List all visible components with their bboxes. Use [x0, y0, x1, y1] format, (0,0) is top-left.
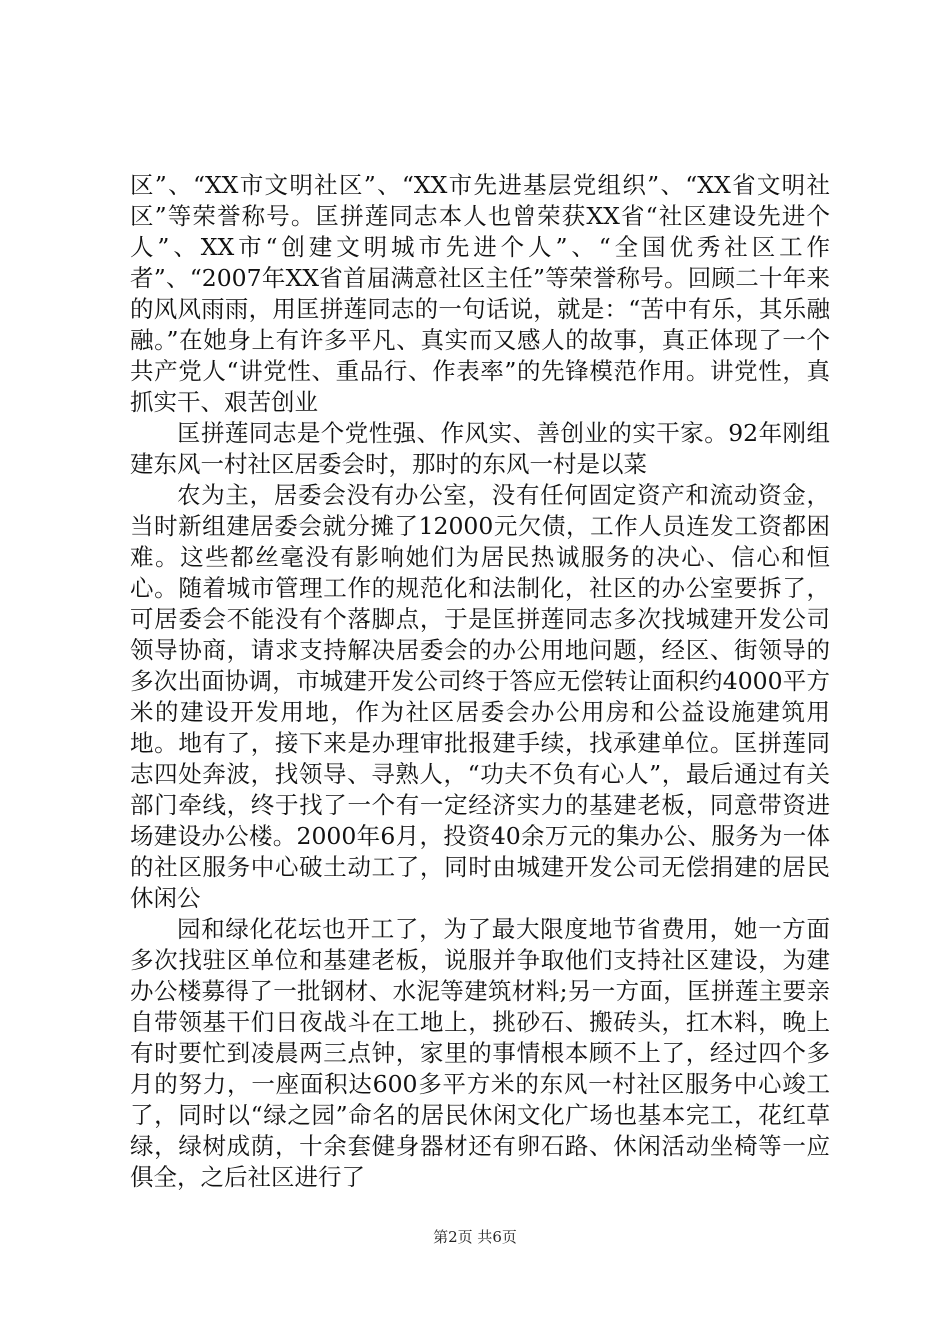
paragraph-continued: 区”、“XX市文明社区”、“XX市先进基层党组织”、“XX省文明社区”等荣誉称号。匡拼莲同志本人也曾荣获XX省“社区建设先进个人”、XX市“创建文明城市先进个人”、“全国优秀社区工作者”、“2007年XX省首届满意社区主任”等荣誉称号。回顾二十年来的风风雨雨，用匡拼莲同志的一句话说，就是：“苦中有乐，其乐融融。”在她身上有许多平凡、真实而又感人的故事，真正体现了一个共产党人“讲党性、重品行、作表率”的先锋模范作用。讲党性，真抓实干、艰苦创业 — [130, 171, 830, 416]
paragraph: 园和绿化花坛也开工了，为了最大限度地节省费用，她一方面多次找驻区单位和基建老板，说服并争取他们支持社区建设，为建办公楼募得了一批钢材、水泥等建筑材料;另一方面，匡拼莲主要亲自带领基干们日夜战斗在工地上，挑砂石、搬砖头，扛木料，晚上有时要忙到凌晨两三点钟，家里的事情根本顾不上了，经过四个多月的努力，一座面积达600多平方米的东风一村社区服务中心竣工了，同时以“绿之园”命名的居民休闲文化广场也基本完工，花红草绿，绿树成荫，十余套健身器材还有卵石路、休闲活动坐椅等一应俱全，之后社区进行了 — [130, 915, 830, 1191]
paragraph: 匡拼莲同志是个党性强、作风实、善创业的实干家。92年刚组建东风一村社区居委会时，那时的东风一村是以菜 — [130, 419, 830, 478]
body-text — [130, 170, 830, 1193]
paragraph: 农为主，居委会没有办公室，没有任何固定资产和流动资金，当时新组建居委会就分摊了12000元欠债，工作人员连发工资都困难。这些都丝毫没有影响她们为居民热诚服务的决心、信心和恒心。随着城市管理工作的规范化和法制化，社区的办公室要拆了，可居委会不能没有个落脚点，于是匡拼莲同志多次找城建开发公司领导协商，请求支持解决居委会的办公用地问题，经区、街领导的多次出面协调，市城建开发公司终于答应无偿转让面积约4000平方米的建设开发用地，作为社区居委会办公用房和公益设施建筑用地。地有了，接下来是办理审批报建手续，找承建单位。匡拼莲同志四处奔波，找领导、寻熟人，“功夫不负有心人”，最后通过有关部门牵线，终于找了一个有一定经济实力的基建老板，同意带资进场建设办公楼。2000年6月，投资40余万元的集办公、服务为一体的社区服务中心破土动工了，同时由城建开发公司无偿捐建的居民休闲公 — [130, 481, 830, 912]
page-number-footer: 第2页 共6页 — [433, 1228, 517, 1246]
